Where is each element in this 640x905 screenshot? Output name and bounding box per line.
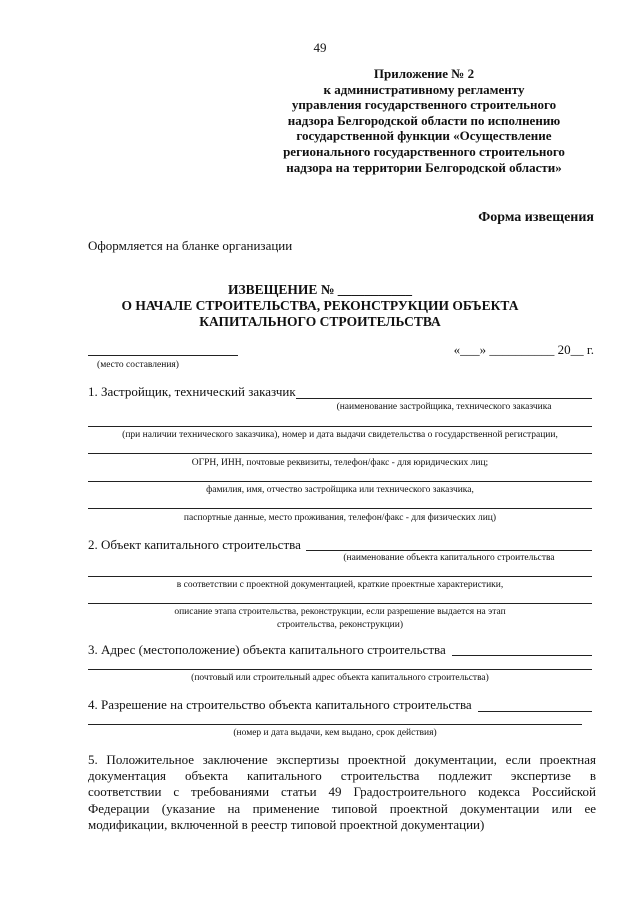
appendix-line: Приложение № 2 xyxy=(373,66,475,81)
notice-subtitle: КАПИТАЛЬНОГО СТРОИТЕЛЬСТВА xyxy=(199,314,441,329)
address-field[interactable] xyxy=(452,655,592,656)
developer-field[interactable] xyxy=(88,508,592,509)
paragraph-line: модификации, включенной в реестр типовой проектной документации) xyxy=(88,816,485,832)
field-hint: (наименование застройщика, технического заказчика xyxy=(336,402,552,412)
blank-note: Оформляется на бланке организации xyxy=(88,238,293,253)
field-hint: (наименование объекта капитального строительства xyxy=(343,553,555,563)
field-hint: (номер и дата выдачи, кем выдано, срок действия) xyxy=(233,728,437,738)
developer-field[interactable] xyxy=(88,481,592,482)
permit-field[interactable] xyxy=(88,724,582,725)
appendix-line: управления государственного строительного xyxy=(291,97,557,113)
section1-label: 1. Застройщик, технический заказчик xyxy=(88,384,296,399)
appendix-line: надзора на территории Белгородской области» xyxy=(286,159,562,175)
field-hint: строительства, реконструкции) xyxy=(276,620,404,630)
appendix-line: надзора Белгородской области по исполнению xyxy=(287,112,561,128)
object-field[interactable] xyxy=(88,576,592,577)
permit-field[interactable] xyxy=(478,711,592,712)
paragraph-line: Федерации (указание на применение типовой проектной документации или ее xyxy=(88,800,596,816)
field-hint: (при наличии технического заказчика), номер и дата выдачи свидетельства о государственной регистрации, xyxy=(122,430,558,440)
developer-field[interactable] xyxy=(88,426,592,427)
paragraph-line: документация объекта капитального строительства подлежит экспертизе в xyxy=(88,768,596,784)
paragraph-line: соответствии с требованиями статьи 49 Градостроительного кодекса Российской xyxy=(88,784,596,800)
appendix-line: к административному регламенту xyxy=(323,81,525,97)
field-hint: (почтовый или строительный адрес объекта капитального строительства) xyxy=(191,673,489,683)
section3-label: 3. Адрес (местоположение) объекта капитального строительства xyxy=(88,642,446,657)
developer-field[interactable] xyxy=(296,398,592,399)
form-label: Форма извещения xyxy=(478,210,594,225)
field-hint: описание этапа строительства, реконструкции, если разрешение выдается на этап xyxy=(174,607,506,617)
place-caption: (место составления) xyxy=(97,360,179,370)
object-field[interactable] xyxy=(306,550,592,551)
section4-label: 4. Разрешение на строительство объекта капитального строительства xyxy=(88,697,472,712)
paragraph-line: 5. Положительное заключение экспертизы проектной документации, если проектная xyxy=(88,752,596,767)
appendix-header xyxy=(254,66,594,175)
field-hint: ОГРН, ИНН, почтовые реквизиты, телефон/факс - для юридических лиц; xyxy=(191,458,489,468)
section5-paragraph xyxy=(88,752,596,833)
field-hint: паспортные данные, место проживания, телефон/факс - для физических лиц) xyxy=(183,513,497,523)
notice-subtitle: О НАЧАЛЕ СТРОИТЕЛЬСТВА, РЕКОНСТРУКЦИИ ОБЪЕКТА xyxy=(121,298,519,313)
field-hint: фамилия, имя, отчество застройщика или технического заказчика, xyxy=(206,485,474,495)
developer-field[interactable] xyxy=(88,453,592,454)
page-number: 49 xyxy=(313,40,327,55)
place-field[interactable] xyxy=(88,355,238,356)
appendix-line: государственной функции «Осуществление xyxy=(296,128,552,144)
section2-label: 2. Объект капитального строительства xyxy=(88,537,301,552)
object-field[interactable] xyxy=(88,603,592,604)
appendix-line: регионального государственного строительного xyxy=(283,143,565,159)
field-hint: в соответствии с проектной документацией, краткие проектные характеристики, xyxy=(176,580,504,590)
date-field[interactable]: «___» __________ 20__ г. xyxy=(453,342,594,357)
notice-title: ИЗВЕЩЕНИЕ № ___________ xyxy=(227,282,413,297)
address-field[interactable] xyxy=(88,669,592,670)
